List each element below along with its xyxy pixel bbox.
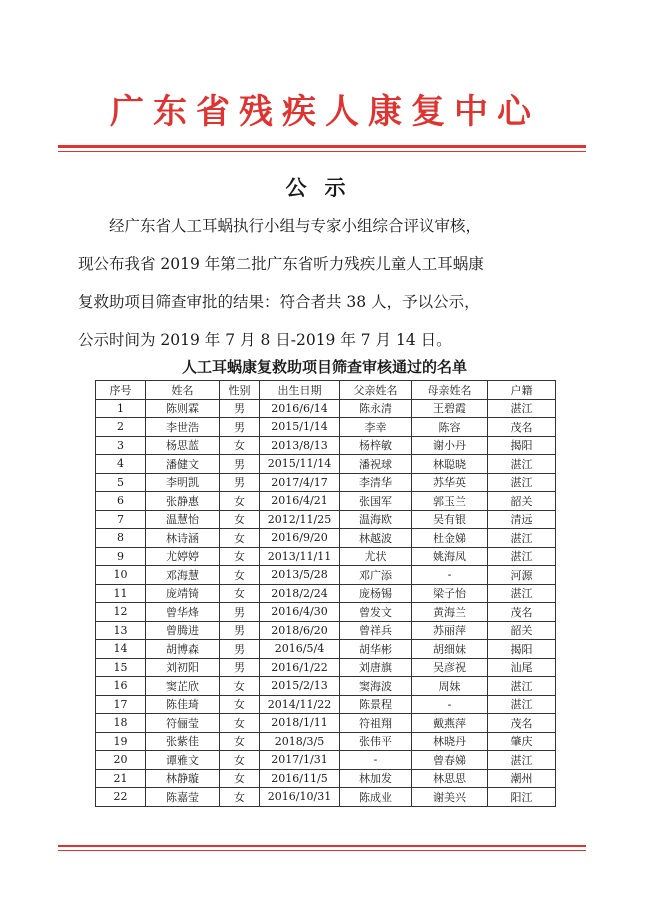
table-cell: 李世浩 xyxy=(146,418,220,437)
table-row xyxy=(96,714,556,733)
table-row xyxy=(96,418,556,437)
table-cell: 湛江 xyxy=(488,547,556,566)
table-cell: 2 xyxy=(96,418,146,437)
table-row xyxy=(96,473,556,492)
table-cell: 肇庆 xyxy=(488,732,556,751)
table-cell: 湛江 xyxy=(488,677,556,696)
table-cell: 张紫佳 xyxy=(146,732,220,751)
table-cell: 潘健文 xyxy=(146,455,220,474)
table-cell: 2015/11/14 xyxy=(260,455,340,474)
column-header: 序号 xyxy=(96,381,146,400)
notice-line: 现公布我省 2019 年第二批广东省听力残疾儿童人工耳蜗康 xyxy=(78,255,484,273)
table-cell: 2013/5/28 xyxy=(260,566,340,585)
table-cell: 女 xyxy=(220,529,260,548)
table-cell: 张静惠 xyxy=(146,492,220,511)
table-cell: 苏丽萍 xyxy=(412,621,488,640)
table-row xyxy=(96,510,556,529)
table-cell: 1 xyxy=(96,399,146,418)
table-cell: 陈嘉莹 xyxy=(146,788,220,807)
table-cell: 2012/11/25 xyxy=(260,510,340,529)
table-cell: 戴燕萍 xyxy=(412,714,488,733)
table-cell: 窦海波 xyxy=(340,677,412,696)
table-cell: 4 xyxy=(96,455,146,474)
table-row xyxy=(96,695,556,714)
table-cell: 14 xyxy=(96,640,146,659)
column-header: 姓名 xyxy=(146,381,220,400)
table-cell: 郭玉兰 xyxy=(412,492,488,511)
table-cell: 韶关 xyxy=(488,492,556,511)
column-header: 户籍 xyxy=(488,381,556,400)
table-row xyxy=(96,399,556,418)
table-cell: 林诗涵 xyxy=(146,529,220,548)
table-cell: 周妹 xyxy=(412,677,488,696)
table-cell: 2016/11/5 xyxy=(260,769,340,788)
table-cell: - xyxy=(340,751,412,770)
table-row xyxy=(96,436,556,455)
table-header-row xyxy=(96,381,556,400)
table-row xyxy=(96,529,556,548)
table-cell: 陈永清 xyxy=(340,399,412,418)
table-cell: 女 xyxy=(220,714,260,733)
table-cell: 谢小丹 xyxy=(412,436,488,455)
table-cell: 苏华英 xyxy=(412,473,488,492)
table-cell: 男 xyxy=(220,473,260,492)
table-cell: 林思思 xyxy=(412,769,488,788)
table-cell: 女 xyxy=(220,732,260,751)
table-cell: 男 xyxy=(220,658,260,677)
table-body xyxy=(96,399,556,806)
table-cell: 符俪莹 xyxy=(146,714,220,733)
table-cell: 2015/2/13 xyxy=(260,677,340,696)
table-row xyxy=(96,751,556,770)
table-cell: 胡华彬 xyxy=(340,640,412,659)
table-cell: 2015/1/14 xyxy=(260,418,340,437)
table-cell: 2013/11/11 xyxy=(260,547,340,566)
table-cell: 2014/11/22 xyxy=(260,695,340,714)
table-cell: 2016/4/30 xyxy=(260,603,340,622)
table-cell: 陈则霖 xyxy=(146,399,220,418)
table-cell: 陈成业 xyxy=(340,788,412,807)
table-cell: 张伟平 xyxy=(340,732,412,751)
table-cell: 李幸 xyxy=(340,418,412,437)
table-cell: 女 xyxy=(220,436,260,455)
table-cell: 曾发文 xyxy=(340,603,412,622)
table-cell: 湛江 xyxy=(488,455,556,474)
table-cell: 窦芷欣 xyxy=(146,677,220,696)
column-header: 父亲姓名 xyxy=(340,381,412,400)
letterhead-title: 广东省残疾人康复中心 xyxy=(110,92,540,132)
table-cell: 2018/2/24 xyxy=(260,584,340,603)
table-cell: 揭阳 xyxy=(488,640,556,659)
table-cell: 林加发 xyxy=(340,769,412,788)
table-cell: 符祖翔 xyxy=(340,714,412,733)
table-row xyxy=(96,603,556,622)
table-row xyxy=(96,492,556,511)
table-cell: 女 xyxy=(220,492,260,511)
table-cell: 茂名 xyxy=(488,603,556,622)
notice-line: 公示时间为 2019 年 7 月 8 日-2019 年 7 月 14 日。 xyxy=(78,331,452,349)
table-cell: 女 xyxy=(220,547,260,566)
table-cell: 茂名 xyxy=(488,418,556,437)
table-cell: 温海欧 xyxy=(340,510,412,529)
table-cell: 胡细妹 xyxy=(412,640,488,659)
table-cell: 男 xyxy=(220,640,260,659)
table-cell: 揭阳 xyxy=(488,436,556,455)
letterhead-rule-thin xyxy=(58,151,586,152)
table-cell: 邓海慧 xyxy=(146,566,220,585)
table-cell: 吴彦祝 xyxy=(412,658,488,677)
table-cell: 男 xyxy=(220,418,260,437)
table-cell: 曾祥兵 xyxy=(340,621,412,640)
table-cell: 陈景程 xyxy=(340,695,412,714)
table-cell: 曾华烽 xyxy=(146,603,220,622)
table-row xyxy=(96,640,556,659)
table-cell: 尤状 xyxy=(340,547,412,566)
table-cell: 2016/9/20 xyxy=(260,529,340,548)
table-cell: 7 xyxy=(96,510,146,529)
table-cell: 8 xyxy=(96,529,146,548)
table-cell: 女 xyxy=(220,584,260,603)
table-cell: 6 xyxy=(96,492,146,511)
table-cell: 林越波 xyxy=(340,529,412,548)
approved-list-table xyxy=(95,380,556,807)
table-cell: 陈佳琦 xyxy=(146,695,220,714)
table-cell: 21 xyxy=(96,769,146,788)
table-cell: 12 xyxy=(96,603,146,622)
table-cell: 男 xyxy=(220,621,260,640)
footer-rule-thick xyxy=(58,845,586,847)
table-cell: 2018/6/20 xyxy=(260,621,340,640)
table-cell: 杜金娣 xyxy=(412,529,488,548)
table-cell: 女 xyxy=(220,751,260,770)
table-row xyxy=(96,788,556,807)
table-cell: 茂名 xyxy=(488,714,556,733)
table-cell: 男 xyxy=(220,455,260,474)
table-cell: 22 xyxy=(96,788,146,807)
notice-line: 复救助项目筛查审批的结果：符合者共 38 人，予以公示， xyxy=(78,293,480,311)
table-cell: 杨梓敏 xyxy=(340,436,412,455)
table-cell: 汕尾 xyxy=(488,658,556,677)
table-cell: 2017/1/31 xyxy=(260,751,340,770)
table-row xyxy=(96,732,556,751)
table-cell: 11 xyxy=(96,584,146,603)
table-cell: 河源 xyxy=(488,566,556,585)
table-cell: 3 xyxy=(96,436,146,455)
table-cell: 林聪晓 xyxy=(412,455,488,474)
table-cell: 邓广添 xyxy=(340,566,412,585)
table-cell: 谢美兴 xyxy=(412,788,488,807)
table-cell: 2016/4/21 xyxy=(260,492,340,511)
table-cell: - xyxy=(412,695,488,714)
table-cell: 黄海兰 xyxy=(412,603,488,622)
table-cell: 李明凯 xyxy=(146,473,220,492)
table-cell: 庞靖锜 xyxy=(146,584,220,603)
table-cell: 16 xyxy=(96,677,146,696)
table-row xyxy=(96,566,556,585)
table-cell: 19 xyxy=(96,732,146,751)
table-cell: 曾春娣 xyxy=(412,751,488,770)
table-cell: 林静璇 xyxy=(146,769,220,788)
table-cell: 刘唐旗 xyxy=(340,658,412,677)
table-cell: 女 xyxy=(220,788,260,807)
table-cell: 5 xyxy=(96,473,146,492)
table-cell: 2016/6/14 xyxy=(260,399,340,418)
table-cell: 女 xyxy=(220,566,260,585)
table-cell: 湛江 xyxy=(488,695,556,714)
table-cell: 9 xyxy=(96,547,146,566)
table-cell: 2016/1/22 xyxy=(260,658,340,677)
table-cell: 湛江 xyxy=(488,473,556,492)
notice-title: 公示 xyxy=(285,176,364,200)
table-cell: 女 xyxy=(220,769,260,788)
table-cell: 潮州 xyxy=(488,769,556,788)
table-cell: 曾腾进 xyxy=(146,621,220,640)
notice-line: 经广东省人工耳蜗执行小组与专家小组综合评议审核， xyxy=(109,217,482,235)
table-cell: 男 xyxy=(220,603,260,622)
table-row xyxy=(96,769,556,788)
table-cell: 温慧怡 xyxy=(146,510,220,529)
table-row xyxy=(96,677,556,696)
table-cell: 湛江 xyxy=(488,751,556,770)
table-cell: 陈容 xyxy=(412,418,488,437)
table-cell: 15 xyxy=(96,658,146,677)
table-title: 人工耳蜗康复救助项目筛查审核通过的名单 xyxy=(181,358,467,376)
column-header: 性别 xyxy=(220,381,260,400)
table-cell: 湛江 xyxy=(488,584,556,603)
table-row xyxy=(96,455,556,474)
table-cell: 2013/8/13 xyxy=(260,436,340,455)
table-cell: 尤婷婷 xyxy=(146,547,220,566)
table-cell: 吴有银 xyxy=(412,510,488,529)
letterhead-rule-thick xyxy=(58,145,586,148)
table-cell: 18 xyxy=(96,714,146,733)
table-row xyxy=(96,621,556,640)
table-row xyxy=(96,584,556,603)
table-cell: 刘初阳 xyxy=(146,658,220,677)
table-cell: 20 xyxy=(96,751,146,770)
footer-rule-thin xyxy=(58,850,586,851)
table-cell: 林晓丹 xyxy=(412,732,488,751)
table-cell: 胡博森 xyxy=(146,640,220,659)
table-cell: 2018/3/5 xyxy=(260,732,340,751)
table-cell: 2018/1/11 xyxy=(260,714,340,733)
table-cell: 男 xyxy=(220,399,260,418)
table-cell: 2016/10/31 xyxy=(260,788,340,807)
table-cell: 杨思蓝 xyxy=(146,436,220,455)
column-header: 出生日期 xyxy=(260,381,340,400)
table-cell: 王碧霞 xyxy=(412,399,488,418)
table-cell: 17 xyxy=(96,695,146,714)
table-cell: 谭雅文 xyxy=(146,751,220,770)
table-row xyxy=(96,547,556,566)
table-cell: 庞杨锡 xyxy=(340,584,412,603)
table-cell: 李清华 xyxy=(340,473,412,492)
table-cell: 张国军 xyxy=(340,492,412,511)
table-cell: 2016/5/4 xyxy=(260,640,340,659)
table-row xyxy=(96,658,556,677)
table-cell: 韶关 xyxy=(488,621,556,640)
column-header: 母亲姓名 xyxy=(412,381,488,400)
table-cell: - xyxy=(412,566,488,585)
table-cell: 13 xyxy=(96,621,146,640)
table-cell: 清远 xyxy=(488,510,556,529)
table-cell: 梁子怡 xyxy=(412,584,488,603)
table-cell: 湛江 xyxy=(488,399,556,418)
table-cell: 阳江 xyxy=(488,788,556,807)
notice-paragraph xyxy=(78,207,578,359)
table-cell: 女 xyxy=(220,695,260,714)
table-cell: 2017/4/17 xyxy=(260,473,340,492)
table-cell: 女 xyxy=(220,677,260,696)
table-cell: 湛江 xyxy=(488,529,556,548)
table-cell: 潘祝球 xyxy=(340,455,412,474)
table-cell: 女 xyxy=(220,510,260,529)
table-cell: 姚海凤 xyxy=(412,547,488,566)
table-cell: 10 xyxy=(96,566,146,585)
